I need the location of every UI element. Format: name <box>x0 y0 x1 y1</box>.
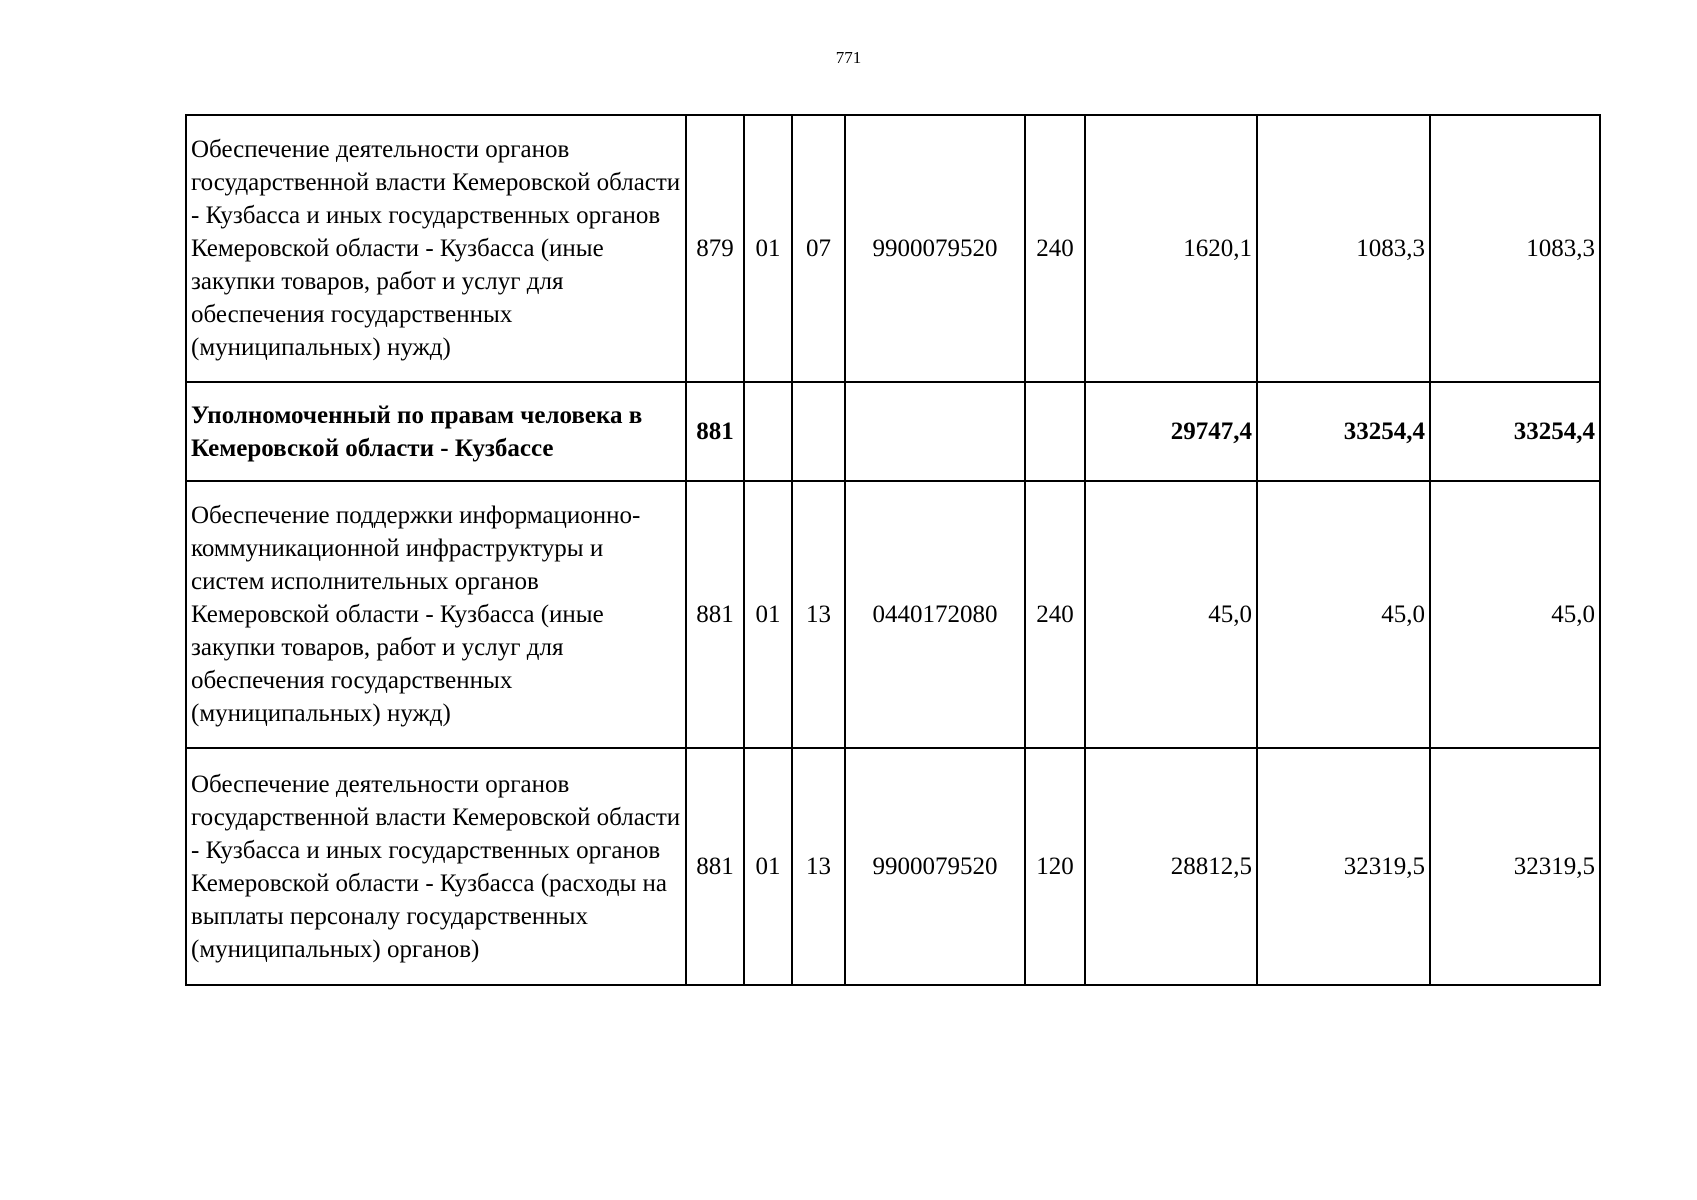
amount-2-cell: 32319,5 <box>1257 748 1430 985</box>
expense-name-cell: Обеспечение деятельности органов государственной власти Кемеровской области - Кузбасса и иных государственных органов Кемеровской области - Кузбасса (расходы на выплаты персоналу государственных (муниципальных) органов) <box>186 748 686 985</box>
ministry-code-cell: 881 <box>686 748 744 985</box>
table-row <box>186 115 1600 382</box>
ministry-code-cell: 879 <box>686 115 744 382</box>
expense-name-cell: Обеспечение поддержки информационно-коммуникационной инфраструктуры и систем исполнительных органов Кемеровской области - Кузбасса (иные закупки товаров, работ и услуг для обеспечения государственных (муниципальных) нужд) <box>186 481 686 748</box>
section-code-cell: 01 <box>744 748 792 985</box>
ministry-code-cell: 881 <box>686 481 744 748</box>
expense-name-cell: Уполномоченный по правам человека в Кемеровской области - Кузбассе <box>186 382 686 481</box>
page-number: 771 <box>835 48 862 67</box>
expense-type-cell: 240 <box>1025 481 1085 748</box>
amount-3-cell: 1083,3 <box>1430 115 1600 382</box>
expense-name-cell: Обеспечение деятельности органов государственной власти Кемеровской области - Кузбасса и иных государственных органов Кемеровской области - Кузбасса (иные закупки товаров, работ и услуг для обеспечения государственных (муниципальных) нужд) <box>186 115 686 382</box>
subsection-code-cell: 07 <box>792 115 845 382</box>
amount-3-cell: 32319,5 <box>1430 748 1600 985</box>
amount-1-cell: 29747,4 <box>1085 382 1257 481</box>
section-code-cell: 01 <box>744 115 792 382</box>
subsection-code-cell <box>792 382 845 481</box>
amount-1-cell: 1620,1 <box>1085 115 1257 382</box>
target-article-cell: 9900079520 <box>845 748 1025 985</box>
table-row <box>186 481 1600 748</box>
table-row <box>186 382 1600 481</box>
table-row <box>186 748 1600 985</box>
expense-type-cell: 240 <box>1025 115 1085 382</box>
expense-type-cell: 120 <box>1025 748 1085 985</box>
amount-2-cell: 33254,4 <box>1257 382 1430 481</box>
subsection-code-cell: 13 <box>792 481 845 748</box>
amount-1-cell: 28812,5 <box>1085 748 1257 985</box>
amount-2-cell: 1083,3 <box>1257 115 1430 382</box>
amount-1-cell: 45,0 <box>1085 481 1257 748</box>
budget-table <box>185 114 1601 986</box>
target-article-cell: 0440172080 <box>845 481 1025 748</box>
amount-3-cell: 33254,4 <box>1430 382 1600 481</box>
subsection-code-cell: 13 <box>792 748 845 985</box>
amount-3-cell: 45,0 <box>1430 481 1600 748</box>
target-article-cell: 9900079520 <box>845 115 1025 382</box>
section-code-cell <box>744 382 792 481</box>
amount-2-cell: 45,0 <box>1257 481 1430 748</box>
ministry-code-cell: 881 <box>686 382 744 481</box>
section-code-cell: 01 <box>744 481 792 748</box>
target-article-cell <box>845 382 1025 481</box>
expense-type-cell <box>1025 382 1085 481</box>
